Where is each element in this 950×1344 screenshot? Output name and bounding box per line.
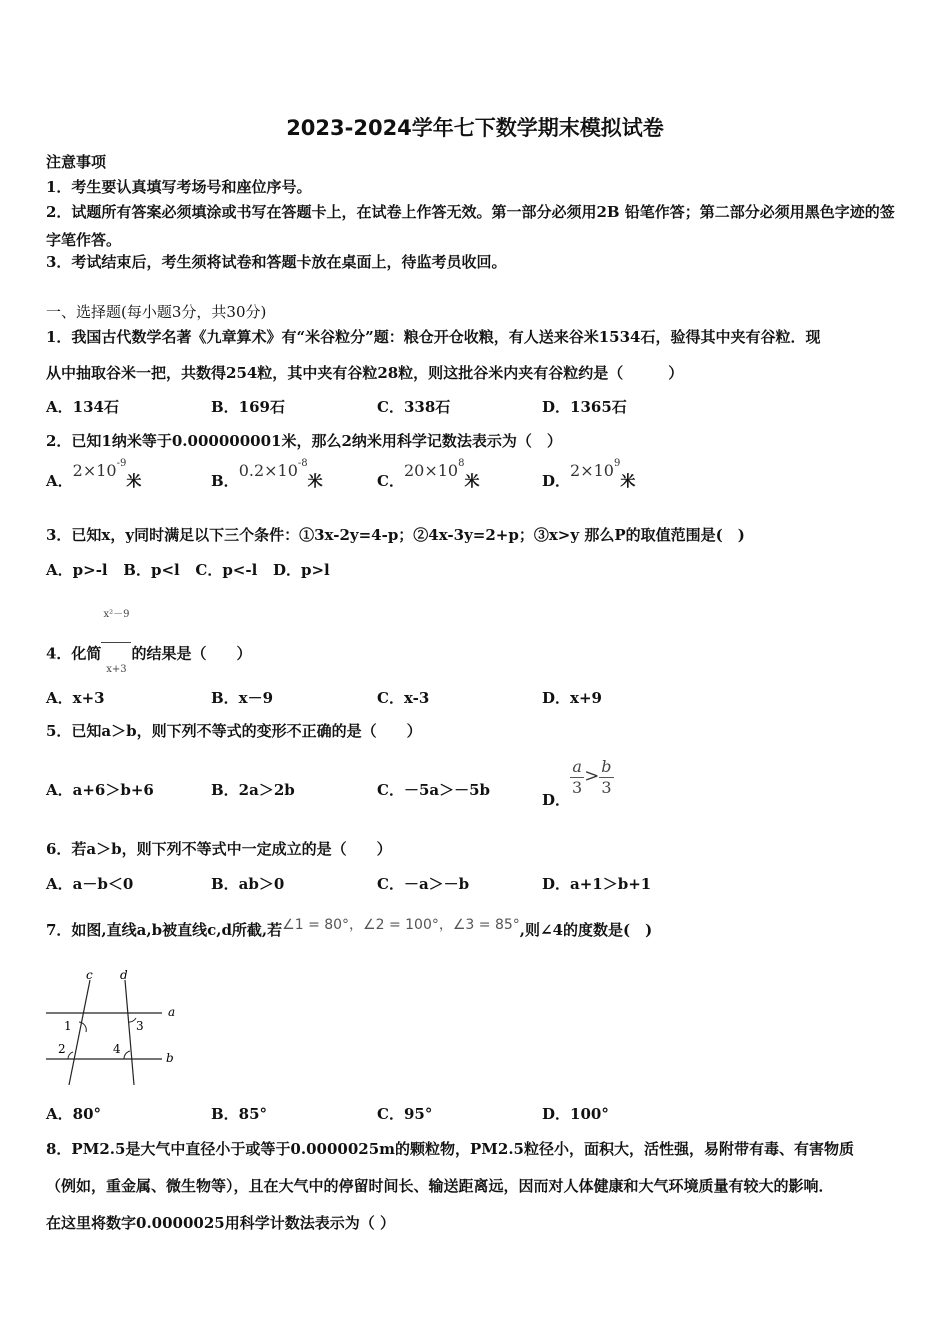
angle-4-arc: [124, 1051, 130, 1059]
q5-option-a: A．a+6＞b+6: [46, 781, 154, 799]
note-item-1: 1．考生要认真填写考场号和座位序号。: [46, 178, 312, 196]
q5-d-frac-b: [599, 757, 613, 798]
q5-option-d: [542, 757, 614, 809]
q4-option-b: B．x－9: [211, 689, 274, 707]
label-c: c: [86, 968, 93, 982]
q5-option-b: B．2a＞2b: [211, 781, 295, 799]
q4-fraction: [101, 588, 131, 697]
q2-d-unit: 米: [620, 472, 636, 490]
label-2: 2: [58, 1042, 66, 1056]
note-item-2: 2．试题所有答案必须填涂或书写在答题卡上，在试卷上作答无效。第一部分必须用2B 铅笔作答；第二部分必须用黑色字迹的签字笔作答。: [46, 203, 895, 249]
q7-option-a: A．80°: [46, 1105, 102, 1123]
q2-c-exp: 8: [458, 458, 465, 469]
q5-d-gt: >: [584, 765, 600, 787]
q4-denominator: x+3: [106, 664, 127, 675]
q5-d-num-a: a: [570, 757, 584, 778]
label-a: a: [168, 1005, 176, 1019]
angle-2-arc: [68, 1052, 73, 1059]
q8-line-1: 8．PM2.5是大气中直径小于或等于0.0000025m的颗粒物，PM2.5粒径小，面积大，活性强，易附带有毒、有害物质: [46, 1140, 854, 1158]
q6-option-b: B．ab＞0: [211, 875, 285, 893]
label-3: 3: [136, 1019, 144, 1033]
q6-option-d: D．a+1＞b+1: [542, 875, 652, 893]
q1-option-a: A．134石: [46, 398, 119, 416]
label-d: d: [120, 968, 128, 982]
q1-option-c: C．338石: [377, 398, 451, 416]
q4-option-c: C．x-3: [377, 689, 430, 707]
q2-d-base: 2×10: [570, 461, 614, 480]
q5-d-label: D．: [542, 790, 571, 809]
q8-line-2: （例如，重金属、微生物等），且在大气中的停留时间长、输送距离远，因而对人体健康和大气环境质量有较大的影响．: [46, 1177, 834, 1195]
label-b: b: [166, 1051, 174, 1065]
q3-options: A．p>-l B．p<l C．p<-l D．p>l: [46, 561, 330, 579]
q5-stem: 5．已知a＞b，则下列不等式的变形不正确的是（ ）: [46, 722, 422, 740]
notes-heading: 注意事项: [46, 153, 107, 171]
q2-b-exp: -8: [297, 458, 308, 469]
q7-option-d: D．100°: [542, 1105, 609, 1123]
q2-b-unit: 米: [307, 472, 323, 490]
q7-option-c: C．95°: [377, 1105, 433, 1123]
label-4: 4: [113, 1042, 121, 1056]
q7-condition: ∠1 = 80°，∠2 = 100°，∠3 = 85°: [282, 917, 520, 933]
q2-c-label: C．: [377, 472, 404, 490]
q5-d-num-b: b: [601, 757, 612, 776]
q4-prefix: 4．化简: [46, 644, 102, 663]
q2-option-a: [46, 458, 142, 491]
q4-numerator: x²－9: [101, 588, 131, 643]
q2-d-exp: 9: [613, 458, 621, 469]
q7-prefix: 7．如图,直线a,b被直线c,d所截,若: [46, 921, 283, 939]
line-d: [125, 980, 134, 1085]
q1-option-b: B．169石: [211, 398, 285, 416]
q2-d-label: D．: [542, 472, 571, 490]
q5-option-c: C．－5a＞－5b: [377, 781, 491, 799]
q2-a-base: 2×10: [72, 461, 117, 480]
q1-line-2: 从中抽取谷米一把，共数得254粒，其中夹有谷粒28粒，则这批谷米内夹有谷粒约是（ ）: [46, 364, 684, 382]
q2-b-label: B．: [211, 472, 239, 490]
q2-b-base: 0.2×10: [238, 461, 298, 480]
q2-a-unit: 米: [126, 472, 142, 490]
q2-option-c: [377, 458, 480, 491]
q6-option-c: C．－a＞－b: [377, 875, 470, 893]
q7-suffix: ,则∠4的度数是( ): [519, 921, 653, 939]
q2-option-b: [211, 458, 323, 491]
page-title: 2023-2024学年七下数学期末模拟试卷: [286, 116, 664, 140]
q1-option-d: D．1365石: [542, 398, 627, 416]
q4-option-d: D．x+9: [542, 689, 602, 707]
q6-stem: 6．若a＞b，则下列不等式中一定成立的是（ ）: [46, 840, 392, 858]
section-heading: 一、选择题(每小题3分，共30分): [46, 303, 267, 321]
q5-d-den-a: 3: [572, 778, 583, 797]
q7-stem: [46, 917, 653, 941]
label-1: 1: [64, 1019, 72, 1033]
q5-d-den-b: 3: [601, 778, 612, 797]
q3-stem: 3．已知x，y同时满足以下三个条件：①3x-2y=4-p；②4x-3y=2+p；③x>y 那么P的取值范围是( ): [46, 526, 745, 544]
q2-a-exp: -9: [116, 458, 127, 469]
q6-option-a: A．a－b＜0: [46, 875, 134, 893]
q8-line-3: 在这里将数字0.0000025用科学计数法表示为（ ）: [46, 1214, 395, 1232]
line-c: [69, 980, 90, 1085]
q2-c-unit: 米: [464, 472, 480, 490]
q7-option-b: B．85°: [211, 1105, 268, 1123]
note-item-3: 3．考试结束后，考生须将试卷和答题卡放在桌面上，待监考员收回。: [46, 253, 507, 271]
q2-c-base: 20×10: [403, 461, 459, 480]
angle-3-arc: [128, 1018, 136, 1022]
q5-d-frac-a: [570, 757, 584, 798]
q2-option-d: [542, 458, 636, 491]
q1-line-1: 1．我国古代数学名著《九章算术》有“米谷粒分”题：粮仓开仓收粮，有人送来谷米1534石，验得其中夹有谷粒．现: [46, 328, 821, 346]
q4-suffix: 的结果是（ ）: [131, 644, 252, 663]
q2-stem: 2．已知1纳米等于0.000000001米，那么2纳米用科学记数法表示为（ ）: [46, 432, 562, 450]
q7-figure: [40, 962, 190, 1092]
q2-a-label: A．: [46, 472, 73, 490]
q4-option-a: A．x+3: [46, 689, 105, 707]
